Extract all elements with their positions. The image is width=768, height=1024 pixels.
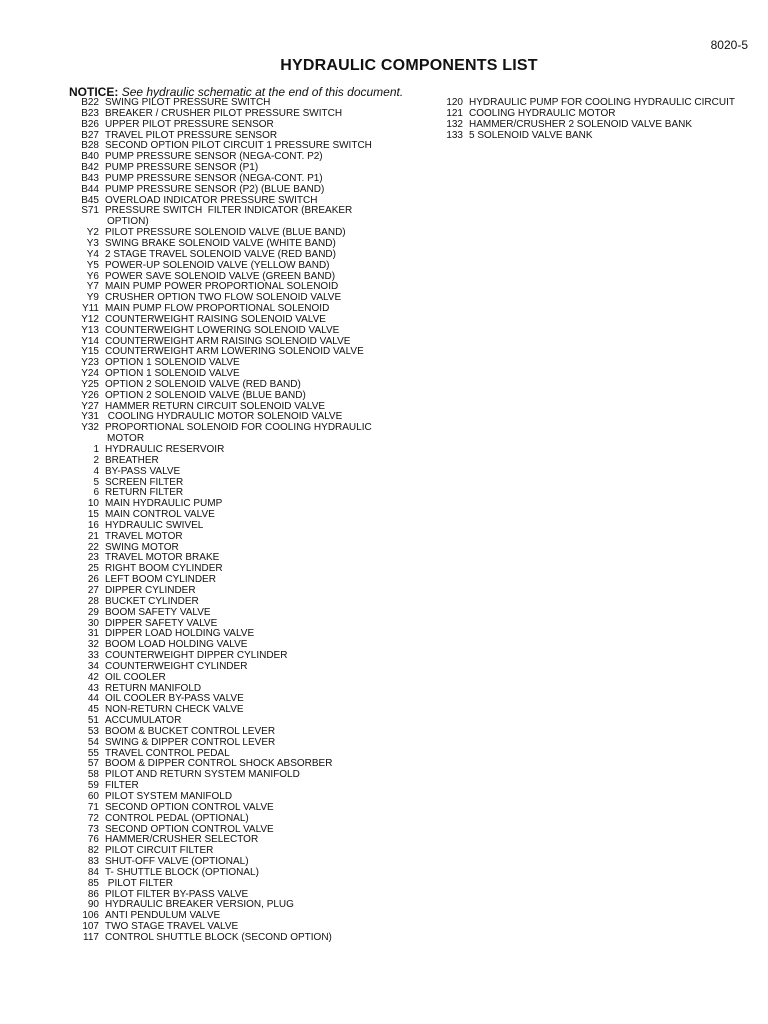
component-description-text: HYDRAULIC RESERVOIR [105, 444, 225, 455]
component-description-text: RETURN MANIFOLD [105, 682, 202, 694]
component-row [60, 933, 420, 944]
component-description-text: TWO STAGE TRAVEL VALVE [105, 921, 239, 933]
component-description-text: BOOM & DIPPER CONTROL SHOCK ABSORBER [105, 758, 333, 770]
component-description-continuation: MOTOR [107, 433, 145, 445]
component-row [60, 423, 420, 445]
component-description-text: PROPORTIONAL SOLENOID FOR COOLING HYDRAULIC [105, 422, 372, 434]
component-description-continuation: OPTION) [107, 216, 149, 228]
component-description-text: BOOM LOAD HOLDING VALVE [105, 639, 248, 651]
component-code: 53 [87, 725, 99, 737]
component-description-text: PILOT FILTER [105, 877, 173, 889]
component-code: 73 [87, 823, 99, 835]
component-description-text: HAMMER RETURN CIRCUIT SOLENOID VALVE [105, 400, 326, 412]
component-code: 120 [446, 97, 463, 108]
component-description-text: RIGHT BOOM CYLINDER [105, 563, 223, 575]
component-description-text: COUNTERWEIGHT LOWERING SOLENOID VALVE [105, 324, 340, 336]
component-code: 90 [87, 899, 99, 911]
components-list-right [427, 98, 767, 141]
component-description-text: SECOND OPTION CONTROL VALVE [105, 823, 274, 835]
component-description-text: ACCUMULATOR [105, 715, 182, 727]
component-description-text: POWER SAVE SOLENOID VALVE (GREEN BAND) [105, 270, 336, 282]
component-code: Y27 [81, 400, 99, 412]
component-code: 51 [87, 715, 99, 727]
component-code: 58 [87, 769, 99, 781]
component-description-text: BY-PASS VALVE [105, 465, 181, 477]
component-code: 117 [83, 931, 99, 943]
component-description-text: RETURN FILTER [105, 487, 184, 499]
component-description [99, 770, 420, 781]
component-code: Y15 [81, 346, 99, 358]
component-description-text: DIPPER LOAD HOLDING VALVE [105, 628, 255, 640]
component-description-text: OPTION 1 SOLENOID VALVE [105, 368, 240, 380]
component-code: 10 [87, 498, 99, 510]
component-code: Y23 [81, 357, 99, 369]
component-code: 60 [87, 791, 99, 802]
component-code: B45 [81, 194, 99, 206]
component-description-text: HAMMER/CRUSHER SELECTOR [105, 834, 259, 846]
component-description-text: COUNTERWEIGHT ARM RAISING SOLENOID VALVE [105, 335, 351, 347]
component-description-text: OPTION 2 SOLENOID VALVE (RED BAND) [105, 378, 301, 390]
component-description-text: MAIN CONTROL VALVE [105, 509, 215, 521]
component-code: 133 [446, 129, 463, 141]
component-description-text: SECOND OPTION CONTROL VALVE [105, 801, 274, 813]
component-code: B23 [81, 107, 99, 119]
component-description-text: PILOT SYSTEM MANIFOLD [105, 791, 233, 802]
component-description-text: OPTION 2 SOLENOID VALVE (BLUE BAND) [105, 389, 306, 401]
component-description-text: LEFT BOOM CYLINDER [105, 574, 216, 586]
component-code: S71 [81, 205, 99, 217]
component-description-text: COUNTERWEIGHT ARM LOWERING SOLENOID VALVE [105, 346, 364, 358]
component-description-text: HYDRAULIC PUMP FOR COOLING HYDRAULIC CIRCUIT [469, 97, 735, 108]
component-description-text: SECOND OPTION PILOT CIRCUIT 1 PRESSURE SWITCH [105, 140, 372, 152]
component-description-text: MAIN PUMP POWER PROPORTIONAL SOLENOID [105, 281, 339, 293]
component-description-text: TRAVEL CONTROL PEDAL [105, 747, 230, 759]
component-code: 86 [87, 888, 99, 900]
component-description-text: UPPER PILOT PRESSURE SENSOR [105, 118, 274, 130]
component-code: 6 [93, 487, 99, 499]
component-code: 16 [87, 519, 99, 531]
component-code: 43 [87, 682, 99, 694]
component-description-text: OPTION 1 SOLENOID VALVE [105, 357, 240, 369]
component-description-text: DIPPER SAFETY VALVE [105, 617, 218, 629]
component-code: 72 [87, 812, 99, 824]
component-code: 76 [87, 834, 99, 846]
component-code: 22 [87, 541, 99, 553]
component-description-text: SWING BRAKE SOLENOID VALVE (WHITE BAND) [105, 237, 336, 249]
component-code: Y13 [81, 324, 99, 336]
component-code: 23 [87, 552, 99, 564]
component-code: 121 [446, 107, 463, 119]
component-description-text: PUMP PRESSURE SENSOR (NEGA-CONT. P2) [105, 151, 323, 163]
component-code: 30 [87, 617, 99, 629]
component-description-text: PUMP PRESSURE SENSOR (NEGA-CONT. P1) [105, 172, 323, 184]
component-description-text: 2 STAGE TRAVEL SOLENOID VALVE (RED BAND) [105, 248, 336, 260]
component-description-text: BUCKET CYLINDER [105, 595, 199, 607]
component-description-text: DIPPER CYLINDER [105, 584, 196, 596]
component-code: 44 [87, 693, 99, 705]
component-code: 84 [87, 866, 99, 878]
component-code: 132 [446, 118, 463, 130]
component-description-text: COOLING HYDRAULIC MOTOR SOLENOID VALVE [105, 411, 343, 423]
component-code: 28 [87, 595, 99, 607]
components-list-left [60, 98, 420, 944]
component-description-text: CRUSHER OPTION TWO FLOW SOLENOID VALVE [105, 292, 342, 304]
component-row [60, 206, 420, 228]
component-code: Y5 [86, 259, 99, 271]
component-description-text: PUMP PRESSURE SENSOR (P1) [105, 162, 259, 174]
component-code: 21 [87, 530, 99, 542]
component-description-text: NON-RETURN CHECK VALVE [105, 704, 244, 716]
page-number: 8020-5 [710, 38, 748, 52]
component-code: 27 [87, 584, 99, 596]
component-description [99, 206, 420, 228]
notice-text: See hydraulic schematic at the end of this document. [121, 85, 404, 99]
component-row [427, 131, 767, 142]
component-description-text: TRAVEL PILOT PRESSURE SENSOR [105, 129, 278, 141]
component-description-text: SWING MOTOR [105, 541, 179, 553]
component-description-text: CONTROL PEDAL (OPTIONAL) [105, 812, 249, 824]
component-code: Y24 [81, 368, 99, 380]
component-code: 1 [93, 444, 99, 455]
component-code: 107 [82, 921, 99, 933]
component-code: B40 [81, 151, 99, 163]
component-code: B22 [81, 97, 99, 108]
component-description-text: BOOM & BUCKET CONTROL LEVER [105, 725, 276, 737]
component-code: Y14 [81, 335, 99, 347]
component-code: Y11 [81, 303, 99, 315]
component-description-text: HAMMER/CRUSHER 2 SOLENOID VALVE BANK [469, 118, 693, 130]
component-code: Y6 [86, 270, 99, 282]
component-description [99, 933, 420, 944]
component-code: Y31 [81, 411, 99, 423]
component-description-text: HYDRAULIC BREAKER VERSION, PLUG [105, 899, 294, 911]
component-code: 29 [87, 606, 99, 618]
component-code: Y3 [86, 237, 99, 249]
component-description-text: BREAKER / CRUSHER PILOT PRESSURE SWITCH [105, 107, 343, 119]
component-description-text: OVERLOAD INDICATOR PRESSURE SWITCH [105, 194, 318, 206]
component-code: Y26 [81, 389, 99, 401]
component-code: 54 [87, 736, 99, 748]
component-description-text: CONTROL SHUTTLE BLOCK (SECOND OPTION) [105, 931, 332, 943]
component-description [463, 131, 767, 142]
component-code: 57 [87, 758, 99, 770]
component-code: 5 [93, 476, 99, 488]
component-description-text: PUMP PRESSURE SENSOR (P2) (BLUE BAND) [105, 183, 325, 195]
component-code: Y32 [81, 422, 99, 434]
component-description [99, 423, 420, 445]
component-code: B26 [81, 118, 99, 130]
component-description-text: MAIN HYDRAULIC PUMP [105, 498, 223, 510]
component-description-text: COUNTERWEIGHT CYLINDER [105, 660, 248, 672]
component-code: B42 [81, 162, 99, 174]
component-code: Y2 [86, 227, 99, 239]
component-code: 82 [87, 845, 99, 857]
component-code: Y12 [81, 313, 99, 325]
component-description-text: PILOT FILTER BY-PASS VALVE [105, 888, 249, 900]
component-code: 4 [93, 465, 99, 477]
component-code: B27 [81, 129, 99, 141]
component-description-text: BOOM SAFETY VALVE [105, 606, 211, 618]
component-code: 33 [87, 650, 99, 662]
component-description-text: PRESSURE SWITCH FILTER INDICATOR (BREAKER [105, 205, 353, 217]
component-description-text: 5 SOLENOID VALVE BANK [469, 129, 593, 141]
component-description-text: OIL COOLER [105, 671, 166, 683]
component-description-text: POWER-UP SOLENOID VALVE (YELLOW BAND) [105, 259, 330, 271]
component-code: Y4 [86, 248, 99, 260]
component-code: B28 [81, 140, 99, 152]
component-code: 2 [93, 454, 99, 466]
component-code: 59 [87, 780, 99, 792]
component-code: 83 [87, 856, 99, 868]
component-description-text: BREATHER [105, 454, 159, 466]
document-title: HYDRAULIC COMPONENTS LIST [280, 57, 538, 74]
component-code: 45 [87, 704, 99, 716]
component-code: 42 [87, 671, 99, 683]
component-description-text: FILTER [105, 780, 139, 792]
component-code: Y25 [81, 378, 99, 390]
component-code: 32 [87, 639, 99, 651]
component-description-text: PILOT AND RETURN SYSTEM MANIFOLD [105, 769, 300, 781]
component-description-text: MAIN PUMP FLOW PROPORTIONAL SOLENOID [105, 303, 330, 315]
component-code: Y9 [86, 292, 99, 304]
component-description-text: PILOT PRESSURE SOLENOID VALVE (BLUE BAND) [105, 227, 346, 239]
component-description-text: TRAVEL MOTOR BRAKE [105, 552, 220, 564]
component-code: 55 [87, 747, 99, 759]
component-description-text: ANTI PENDULUM VALVE [105, 910, 221, 922]
component-description-text: COUNTERWEIGHT RAISING SOLENOID VALVE [105, 313, 326, 325]
notice-label: NOTICE: [69, 85, 119, 99]
component-description-text: SHUT-OFF VALVE (OPTIONAL) [105, 856, 249, 868]
component-description-text: OIL COOLER BY-PASS VALVE [105, 693, 244, 705]
component-description-text: COOLING HYDRAULIC MOTOR [469, 107, 616, 119]
component-code: B44 [81, 183, 99, 195]
component-code: 106 [82, 910, 99, 922]
component-code: 85 [87, 877, 99, 889]
component-code: 25 [87, 563, 99, 575]
component-description-text: T- SHUTTLE BLOCK (OPTIONAL) [105, 866, 259, 878]
component-description-text: HYDRAULIC SWIVEL [105, 519, 204, 531]
component-code: 15 [87, 509, 99, 521]
component-code: 71 [87, 801, 99, 813]
component-description-text: SCREEN FILTER [105, 476, 184, 488]
component-description-text: COUNTERWEIGHT DIPPER CYLINDER [105, 650, 288, 662]
component-code: 31 [87, 628, 99, 640]
component-code: 34 [87, 660, 99, 672]
component-code: B43 [81, 172, 99, 184]
component-description-text: SWING PILOT PRESSURE SWITCH [105, 97, 271, 108]
component-code: 26 [87, 574, 99, 586]
component-description-text: TRAVEL MOTOR [105, 530, 183, 542]
component-description-text: PILOT CIRCUIT FILTER [105, 845, 214, 857]
component-description-text: SWING & DIPPER CONTROL LEVER [105, 736, 276, 748]
component-code: Y7 [86, 281, 99, 293]
